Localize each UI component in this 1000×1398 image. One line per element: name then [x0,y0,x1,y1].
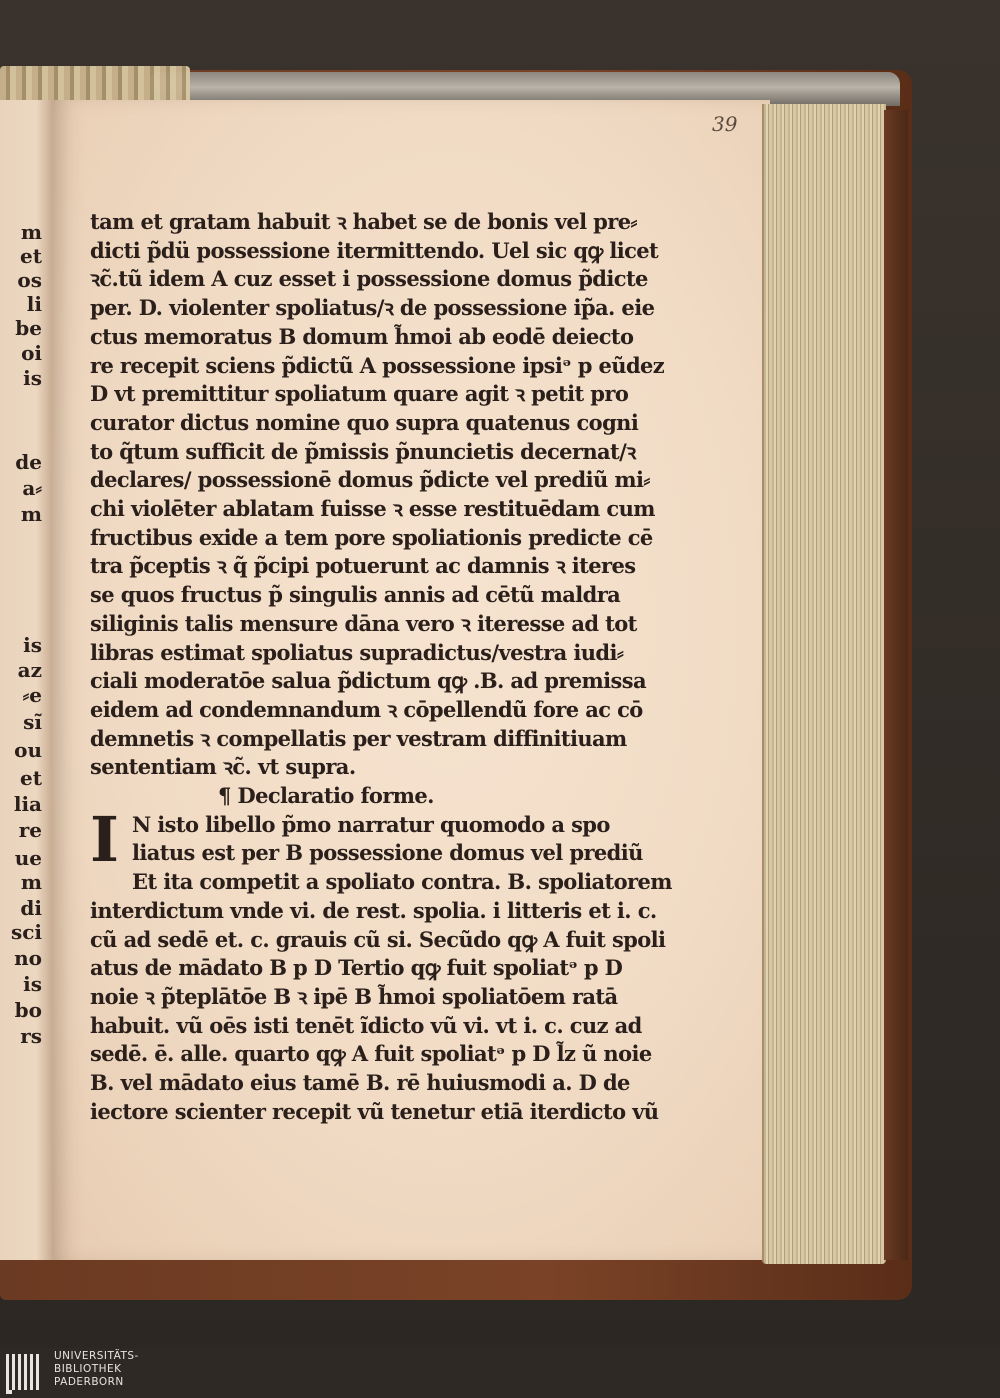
left-page-text-fragment: m [20,870,42,894]
paragraph-1 [90,208,665,782]
left-page-text-fragment: os [17,268,42,292]
text-line: liatus est per B possessione domus vel prediũ [132,840,643,866]
library-name-line: UNIVERSITÄTS- [54,1350,139,1362]
text-line: D vt premittitur spoliatum quare agit ꝛ petit pro [90,381,629,407]
text-line: ctus memoratus B domum h̃moi ab eodē deiecto [90,323,634,349]
text-line: tra p̃ceptis ꝛ q̃ p̃cipi potuerunt ac damnis ꝛ iteres [90,553,636,579]
paragraph-2 [90,802,672,1127]
left-page-text-fragment: lia [13,792,42,816]
text-line: siliginis talis mensure dāna vero ꝛ iteresse ad tot [90,610,637,636]
text-line: dicti p̃dü possessione itermittendo. Uel sic qꝙ licet [90,237,659,263]
text-line: atus de mādato B p D Tertio qꝙ fuit spoliatᵊ p D [90,955,623,981]
text-line: per. D. violenter spoliatus/ꝛ de possessione ip̃a. eie [90,295,655,321]
text-line: N isto libello p̃mo narratur quomodo a spo [132,811,610,837]
footer-bar [0,1348,1000,1398]
left-page-text-fragment: is [23,633,42,657]
text-line: cũ ad sedē et. c. grauis cũ si. Secũdo qꝙ A fuit spoli [90,926,666,952]
left-page-text-fragment: sci [10,920,42,944]
text-line: interdictum vnde vi. de rest. spolia. i litteris et i. c. [90,897,657,923]
text-line: demnetis ꝛ compellatis per vestram diffinitiuam [90,725,627,751]
paragraph-2-body [90,868,672,1126]
left-page-text-fragment: ou [14,738,42,762]
text-line: B. vel mādato eius tamē B. rē huiusmodi a. D de [90,1070,630,1096]
left-page-text-fragment: no [14,946,42,970]
left-page-text-fragment: oi [21,341,42,365]
library-name [54,1350,139,1389]
initial-letter: I [90,802,119,876]
left-page-text-fragment: is [23,972,42,996]
text-line: Et ita competit a spoliato contra. B. spoliatorem [132,869,672,895]
left-page-text-fragment: be [15,316,42,340]
text-line: declares/ possessionē domus p̃dicte vel prediũ mi⸗ [90,467,650,493]
left-page-text-fragment: et [20,244,42,268]
text-line: habuit. vũ oēs isti tenēt ĩdicto vũ vi. vt i. c. cuz ad [90,1012,642,1038]
left-page-text-fragment: az [17,658,42,682]
text-line: fructibus exide a tem pore spoliationis predicte cē [90,524,653,550]
left-page-text-fragment: di [20,896,42,920]
left-page-text-fragment: is [23,366,42,390]
left-page-text-fragment: li [26,292,42,316]
text-line: sententiam ꝛc̃. vt supra. [90,754,356,780]
left-page-text-fragment: de [15,450,42,474]
left-page [0,100,54,1260]
cover-edge [884,110,908,1260]
text-line: tam et gratam habuit ꝛ habet se de bonis vel pre⸗ [90,209,637,234]
text-line: se quos fructus p̃ singulis annis ad cētũ maldra [90,582,621,608]
text-line: ciali moderatōe salua p̃dictum qꝙ .B. ad premissa [90,668,646,694]
text-line: curator dictus nomine quo supra quatenus cogni [90,409,639,435]
left-page-text-fragment: et [20,766,42,790]
text-line: noie ꝛ p̃teplātōe B ꝛ ipē B h̃moi spoliatōem ratā [90,983,618,1009]
text-line: chi violēter ablatam fuisse ꝛ esse restituēdam cum [90,496,655,522]
text-line: iectore scienter recepit vũ tenetur etiā iterdicto vũ [90,1098,659,1124]
left-page-text-fragment: bo [14,998,42,1022]
library-name-line: BIBLIOTHEK [54,1363,122,1375]
main-text-block [90,208,672,1127]
left-page-text-fragment: a⸗ [22,476,42,500]
text-line: re recepit sciens p̃dictũ A possessione ipsiᵊ p eũdez [90,352,665,378]
left-page-text-fragment: m [20,220,42,244]
text-line: to q̃tum sufficit de p̃missis p̃nuncietis decernat/ꝛ [90,438,636,464]
text-line: ꝛc̃.tũ idem A cuz esset i possessione domus p̃dicte [90,266,648,292]
left-page-text-fragment: ⸗e [22,683,42,707]
left-page-text-fragment: m [20,502,42,526]
left-page-text-fragment: re [18,818,42,842]
section-heading: ¶ Declaratio forme. [218,783,434,809]
left-page-text-fragment: sĩ [23,710,42,734]
text-line: eidem ad condemnandum ꝛ cōpellendũ fore ac cō [90,696,643,722]
left-page-text-fragment: rs [20,1024,42,1048]
left-page-text-fragment: ue [14,846,42,870]
library-logo-icon [4,1352,44,1394]
text-line: sedē. ē. alle. quarto qꝙ A fuit spoliatᵊ p D l̃z ũ noie [90,1041,652,1067]
page-fore-edge [762,104,886,1264]
library-name-line: PADERBORN [54,1376,124,1388]
page-number: 39 [712,112,738,136]
text-line: libras estimat spoliatus supradictus/vestra iudi⸗ [90,639,624,665]
